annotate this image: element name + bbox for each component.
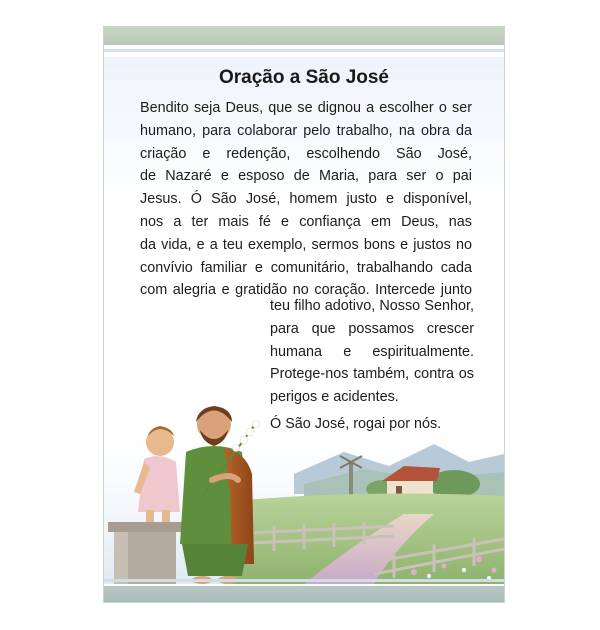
- prayer-line: com alegria e gratidão no coração. Intercede junto: [140, 282, 472, 299]
- prayer-line: humano, para colaborar pelo trabalho, na obra da: [140, 122, 472, 139]
- prayer-title: Oração a São José: [218, 67, 390, 88]
- prayer-line: humana e espiritualmente.: [270, 343, 474, 360]
- prayer-line: criação e redenção, escolhendo São José,: [140, 145, 472, 162]
- prayer-line: Jesus. Ó São José, homem justo e disponível,: [140, 191, 472, 208]
- prayer-main-paragraph: [140, 97, 472, 302]
- prayer-closing: Ó São José, rogai por nós.: [270, 415, 442, 432]
- prayer-line: nos a ter mais fé e confiança em Deus, nas: [140, 213, 472, 230]
- prayer-side-paragraph: [270, 295, 474, 436]
- prayer-line: Bendito seja Deus, que se dignou a escolher o ser: [140, 100, 472, 116]
- prayer-line: de Nazaré e esposo de Maria, para ser o pai: [140, 168, 472, 185]
- top-border-line: [104, 49, 504, 52]
- prayer-line: convívio familiar e comunitário, trabalhando cada: [140, 259, 472, 276]
- prayer-line: Protege-nos também, contra os: [270, 366, 474, 383]
- bottom-border-band: [104, 586, 504, 602]
- top-border-band: [104, 27, 504, 45]
- prayer-line: perigos e acidentes.: [270, 389, 399, 406]
- prayer-line: teu filho adotivo, Nosso Senhor,: [270, 298, 474, 314]
- bottom-border-line: [104, 579, 504, 582]
- prayer-line: da vida, e a teu exemplo, sermos bons e justos no: [140, 236, 472, 253]
- prayer-card: [104, 27, 504, 602]
- prayer-line: para que possamos crescer: [270, 320, 474, 337]
